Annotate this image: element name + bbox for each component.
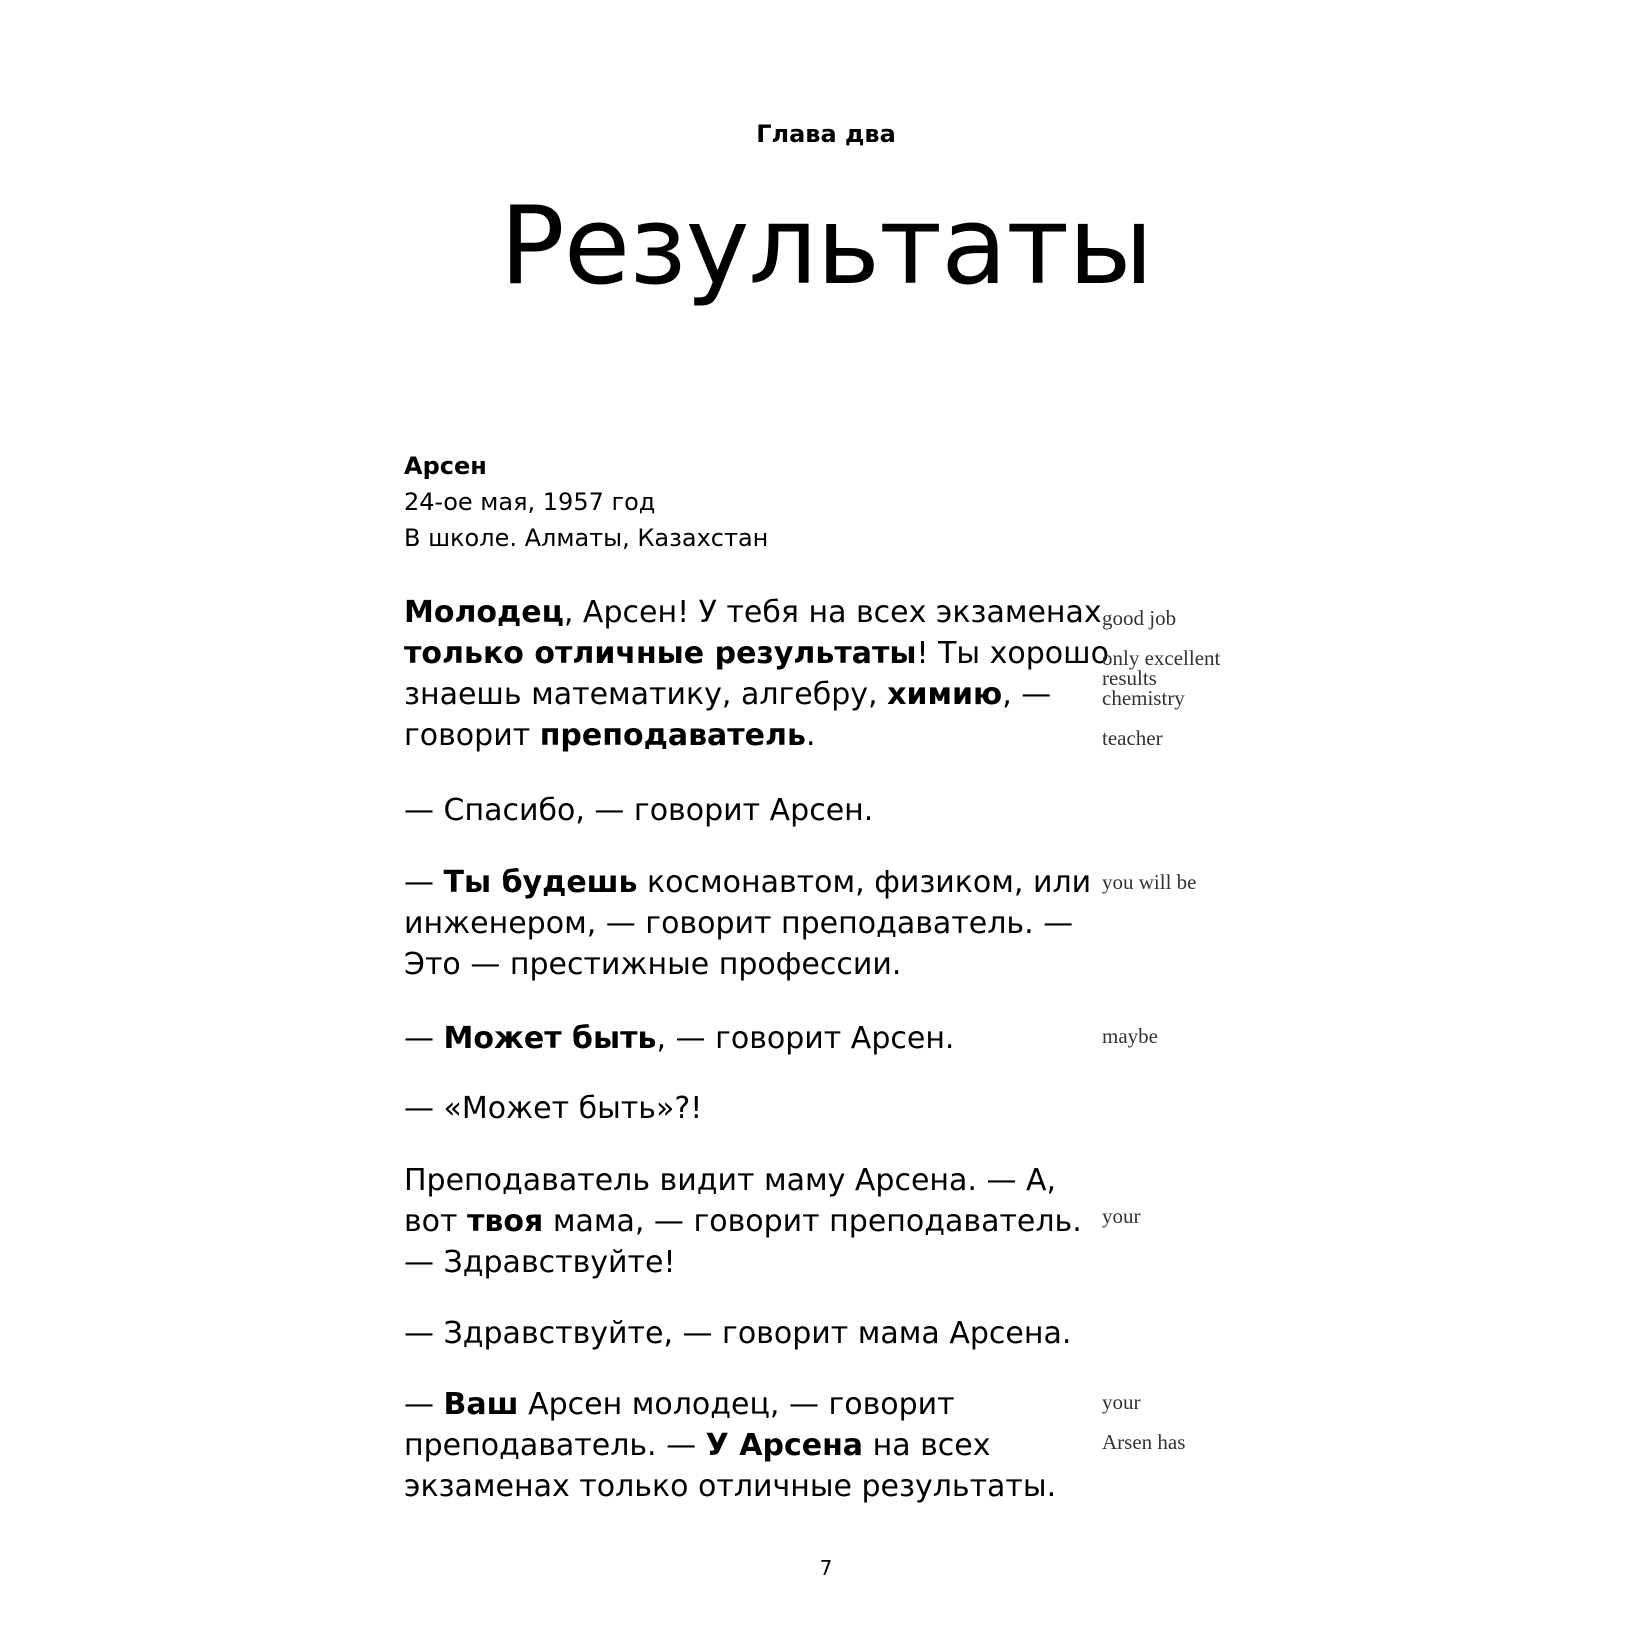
text-run: на всех xyxy=(863,1428,991,1463)
paragraph-line xyxy=(404,674,1084,715)
scene-info xyxy=(404,448,768,556)
text-run: инженером, — говорит преподаватель. — xyxy=(404,906,1074,941)
paragraph xyxy=(404,1018,1084,1059)
text-run: экзаменах только отличные результаты. xyxy=(404,1469,1057,1504)
text-run: . xyxy=(805,718,816,753)
paragraph-line xyxy=(404,944,1084,985)
gloss-arsen-has: Arsen has xyxy=(1102,1430,1186,1454)
text-run: , Арсен! У тебя на всех экзаменах xyxy=(563,595,1102,630)
text-run: мама, — говорит преподаватель. xyxy=(543,1204,1082,1239)
gloss-only-excellent: only excellent xyxy=(1102,646,1221,670)
chapter-label: Глава два xyxy=(756,120,896,148)
bold-phrase: преподаватель xyxy=(539,718,806,753)
paragraph-line xyxy=(404,1018,1084,1059)
bold-phrase: Молодец xyxy=(404,595,564,630)
text-run: , — xyxy=(1002,677,1052,712)
bold-phrase: только отличные результаты xyxy=(404,636,917,671)
paragraph xyxy=(404,862,1092,985)
gloss-teacher: teacher xyxy=(1102,726,1163,750)
paragraph-line xyxy=(404,1242,1084,1283)
paragraph-line xyxy=(404,1313,1084,1354)
scene-character: Арсен xyxy=(404,452,487,480)
paragraph-line xyxy=(404,1160,1084,1201)
gloss-you-will-be: you will be xyxy=(1102,870,1197,894)
text-run: — xyxy=(404,1387,444,1422)
text-run: ! Ты хорошо xyxy=(916,636,1109,671)
text-run: преподаватель. — xyxy=(404,1428,706,1463)
paragraph-line xyxy=(404,1466,1084,1507)
text-run: — Здравствуйте, — говорит мама Арсена. xyxy=(404,1316,1072,1351)
paragraph-line xyxy=(404,1425,1084,1466)
paragraph-line xyxy=(404,790,1084,831)
gloss-results: results xyxy=(1102,666,1157,690)
paragraph-line xyxy=(404,903,1084,944)
text-run: , — говорит Арсен. xyxy=(656,1021,955,1056)
text-run: говорит xyxy=(404,718,540,753)
text-run: вот xyxy=(404,1204,468,1239)
text-run: космонавтом, физиком, или xyxy=(637,865,1092,900)
text-run: — «Может быть»?! xyxy=(404,1091,703,1126)
paragraph-line xyxy=(404,592,1102,633)
paragraph xyxy=(404,790,1084,831)
text-run: — Спасибо, — говорит Арсен. xyxy=(404,793,874,828)
gloss-maybe: maybe xyxy=(1102,1024,1158,1048)
bold-phrase: твоя xyxy=(467,1204,544,1239)
paragraph-line xyxy=(404,1088,1084,1129)
text-run: Преподаватель видит маму Арсена. — А, xyxy=(404,1163,1057,1198)
text-run: — Здравствуйте! xyxy=(404,1245,676,1280)
paragraph-line xyxy=(404,1201,1084,1242)
text-run: — xyxy=(404,865,444,900)
paragraph-line xyxy=(404,862,1092,903)
paragraph xyxy=(404,1384,1084,1507)
paragraph xyxy=(404,1088,1084,1129)
paragraph xyxy=(404,592,1109,756)
page-number: 7 xyxy=(819,1556,833,1580)
bold-phrase: Может быть xyxy=(443,1021,657,1056)
bold-phrase: Ваш xyxy=(443,1387,519,1422)
bold-phrase: химию xyxy=(887,677,1003,712)
bold-phrase: У Арсена xyxy=(705,1428,864,1463)
gloss-chemistry: chemistry xyxy=(1102,686,1185,710)
gloss-your: your xyxy=(1102,1204,1141,1228)
chapter-title: Результаты xyxy=(499,184,1153,309)
gloss-your-2: your xyxy=(1102,1390,1141,1414)
scene-place: В школе. Алматы, Казахстан xyxy=(404,524,769,552)
text-run: Арсен молодец, — говорит xyxy=(518,1387,955,1422)
paragraph xyxy=(404,1313,1084,1354)
paragraph xyxy=(404,1160,1084,1283)
text-run: знаешь математику, алгебру, xyxy=(404,677,888,712)
paragraph-line xyxy=(404,633,1109,674)
bold-phrase: Ты будешь xyxy=(443,865,638,900)
text-run: Это — престижные профессии. xyxy=(404,947,902,982)
scene-date: 24-ое мая, 1957 год xyxy=(404,488,656,516)
text-run: — xyxy=(404,1021,444,1056)
paragraph-line xyxy=(404,1384,1084,1425)
gloss-good-job: good job xyxy=(1102,606,1177,630)
paragraph-line xyxy=(404,715,1084,756)
